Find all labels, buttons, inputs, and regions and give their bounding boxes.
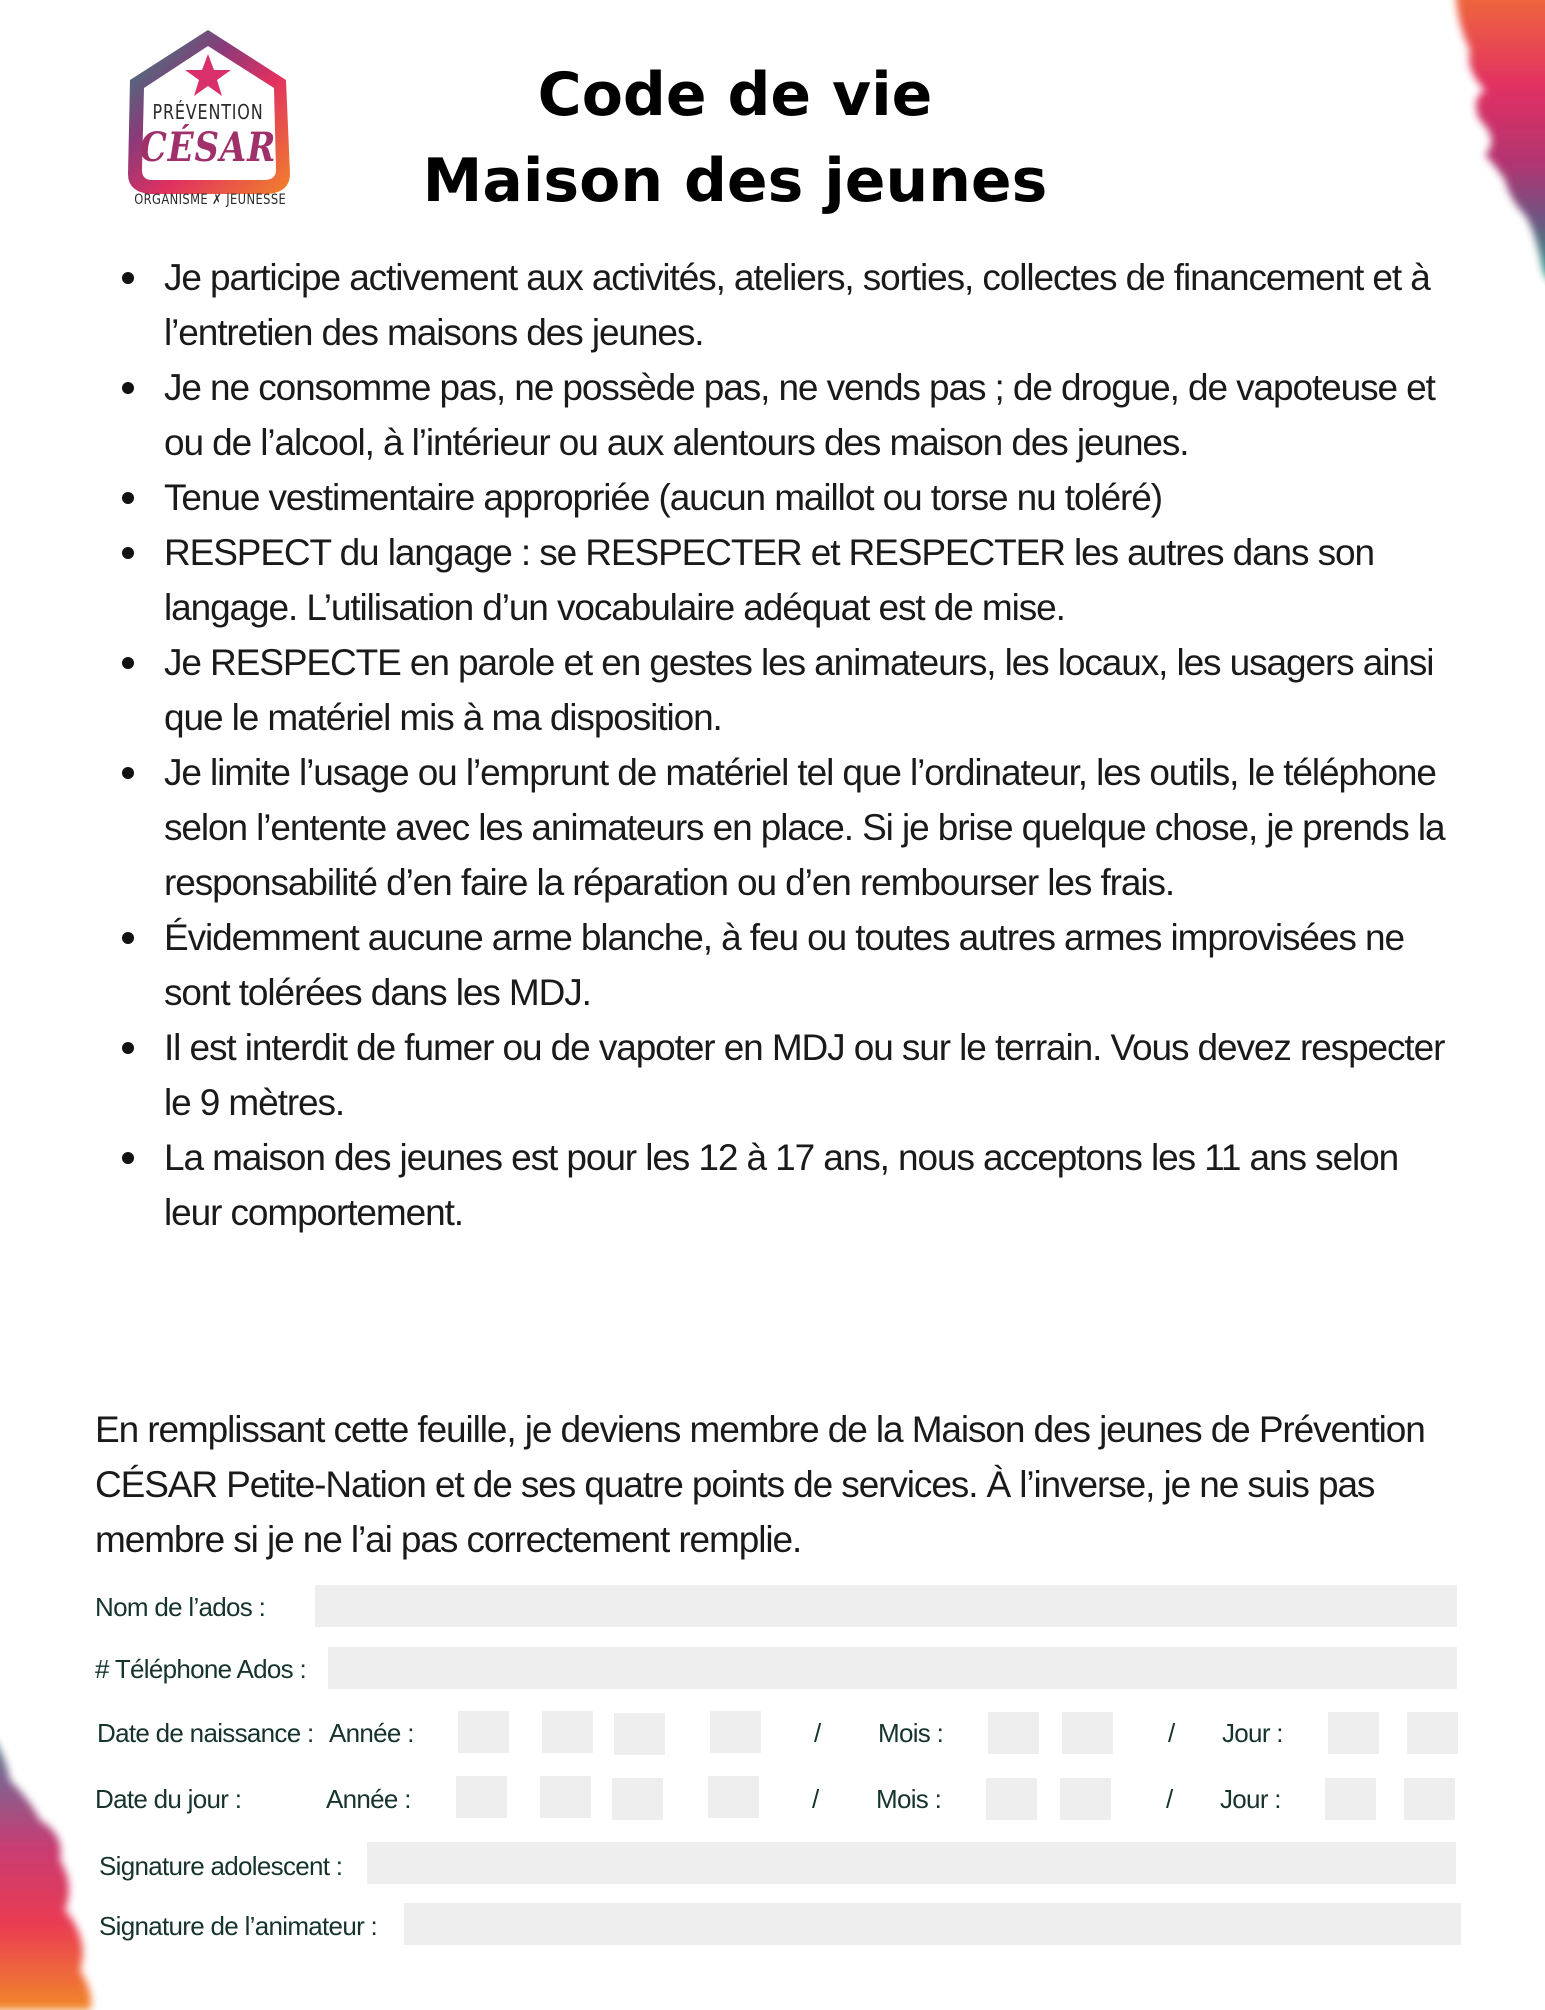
bullet-icon bbox=[122, 547, 134, 559]
staff-signature-field[interactable] bbox=[404, 1903, 1461, 1945]
title-line-2: Maison des jeunes bbox=[422, 146, 1048, 216]
teen-signature-label: Signature adolescent : bbox=[99, 1851, 343, 1881]
page-title bbox=[390, 52, 1080, 224]
bullet-icon bbox=[122, 657, 134, 669]
bullet-icon bbox=[122, 932, 134, 944]
birth-year-label: Année : bbox=[329, 1718, 414, 1748]
bullet-icon bbox=[122, 272, 134, 284]
birth-year-digit-3[interactable] bbox=[614, 1713, 665, 1755]
phone-field[interactable] bbox=[328, 1647, 1457, 1689]
today-day-digit-2[interactable] bbox=[1404, 1778, 1455, 1820]
today-month-label: Mois : bbox=[876, 1784, 942, 1814]
today-month-digit-2[interactable] bbox=[1060, 1778, 1111, 1820]
name-field[interactable] bbox=[315, 1585, 1457, 1627]
rule-item: Évidemment aucune arme blanche, à feu ou toutes autres armes improvisées ne sont tolérées dans les MDJ. bbox=[122, 910, 1462, 1020]
today-date-label: Date du jour : bbox=[95, 1784, 242, 1814]
bullet-icon bbox=[122, 1042, 134, 1054]
membership-paragraph: En remplissant cette feuille, je deviens membre de la Maison des jeunes de Prévention CÉSAR Petite-Nation et de ses quatre points de services. À l’inverse, je ne suis pas membre si je ne l’ai pas correctement remplie. bbox=[95, 1409, 1425, 1560]
date-separator: / bbox=[1166, 1784, 1174, 1814]
today-year-digit-4[interactable] bbox=[708, 1776, 759, 1818]
rule-item: Il est interdit de fumer ou de vapoter en MDJ ou sur le terrain. Vous devez respecter le 9 mètres. bbox=[122, 1020, 1462, 1130]
bullet-icon bbox=[122, 767, 134, 779]
today-month-digit-1[interactable] bbox=[986, 1778, 1037, 1820]
paint-splash-decoration bbox=[0, 1720, 110, 2010]
today-day-label: Jour : bbox=[1220, 1784, 1281, 1814]
bullet-icon bbox=[122, 1152, 134, 1164]
date-separator: / bbox=[814, 1718, 822, 1748]
today-year-digit-2[interactable] bbox=[540, 1776, 591, 1818]
rule-item: Je participe activement aux activités, ateliers, sorties, collectes de financement et à l’entretien des maisons des jeunes. bbox=[122, 250, 1462, 360]
title-line-1: Code de vie bbox=[537, 60, 933, 130]
birth-month-digit-2[interactable] bbox=[1062, 1712, 1113, 1754]
date-separator: / bbox=[812, 1784, 820, 1814]
birth-day-label: Jour : bbox=[1222, 1718, 1283, 1748]
birth-year-digit-4[interactable] bbox=[710, 1711, 761, 1753]
birthdate-label: Date de naissance : bbox=[97, 1718, 314, 1748]
prevention-cesar-logo bbox=[118, 24, 298, 219]
teen-signature-field[interactable] bbox=[367, 1842, 1456, 1884]
phone-label: # Téléphone Ados : bbox=[95, 1654, 306, 1684]
rule-item: Tenue vestimentaire appropriée (aucun maillot ou torse nu toléré) bbox=[122, 470, 1462, 525]
birth-month-label: Mois : bbox=[878, 1718, 944, 1748]
bullet-icon bbox=[122, 382, 134, 394]
rule-item: Je limite l’usage ou l’emprunt de matériel tel que l’ordinateur, les outils, le téléphone selon l’entente avec les animateurs en place. Si je brise quelque chose, je prends la responsabilité d’en faire la réparation ou d’en rembourser les frais. bbox=[122, 745, 1462, 910]
logo-tagline: ORGANISME ✗ JEUNESSE bbox=[134, 192, 287, 208]
today-year-label: Année : bbox=[326, 1784, 411, 1814]
date-separator: / bbox=[1168, 1718, 1176, 1748]
logo-text-prevention: PRÉVENTION bbox=[152, 100, 264, 124]
staff-signature-label: Signature de l’animateur : bbox=[99, 1911, 378, 1941]
rule-item: Je RESPECTE en parole et en gestes les animateurs, les locaux, les usagers ainsi que le matériel mis à ma disposition. bbox=[122, 635, 1462, 745]
rule-item: RESPECT du langage : se RESPECTER et RESPECTER les autres dans son langage. L’utilisation d’un vocabulaire adéquat est de mise. bbox=[122, 525, 1462, 635]
rule-item: La maison des jeunes est pour les 12 à 17 ans, nous acceptons les 11 ans selon leur comportement. bbox=[122, 1130, 1462, 1240]
logo-text-cesar: CÉSAR bbox=[139, 124, 277, 171]
birth-year-digit-2[interactable] bbox=[542, 1711, 593, 1753]
rules-list bbox=[122, 250, 1462, 1240]
today-year-digit-1[interactable] bbox=[456, 1776, 507, 1818]
today-day-digit-1[interactable] bbox=[1325, 1778, 1376, 1820]
birth-month-digit-1[interactable] bbox=[988, 1712, 1039, 1754]
birth-day-digit-1[interactable] bbox=[1328, 1712, 1379, 1754]
bullet-icon bbox=[122, 492, 134, 504]
today-year-digit-3[interactable] bbox=[612, 1778, 663, 1820]
name-label: Nom de l’ados : bbox=[95, 1592, 266, 1622]
rule-item: Je ne consomme pas, ne possède pas, ne vends pas ; de drogue, de vapoteuse et ou de l’alcool, à l’intérieur ou aux alentours des maison des jeunes. bbox=[122, 360, 1462, 470]
birth-day-digit-2[interactable] bbox=[1407, 1712, 1458, 1754]
birth-year-digit-1[interactable] bbox=[458, 1711, 509, 1753]
